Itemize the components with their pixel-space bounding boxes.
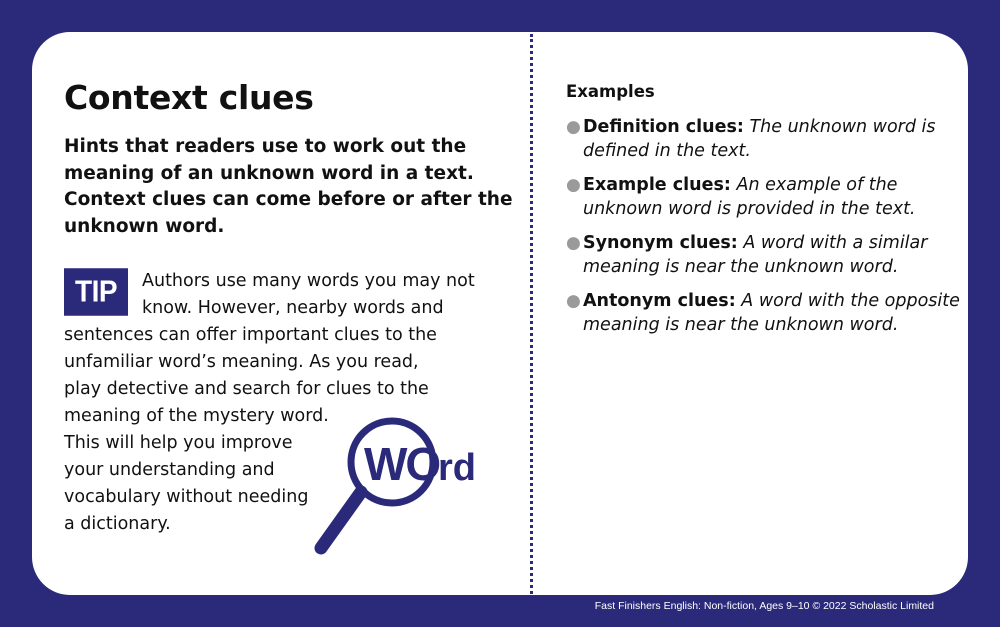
examples-heading: Examples bbox=[566, 82, 655, 101]
example-description: The unknown word is defined in the text. bbox=[583, 117, 936, 161]
tip-line: vocabulary without needing bbox=[64, 487, 309, 507]
dotted-divider bbox=[530, 34, 533, 594]
tip-line: your understanding and bbox=[64, 460, 275, 480]
example-term: Definition clues: bbox=[583, 117, 744, 137]
word-graphic-rest: rd bbox=[438, 447, 476, 489]
example-item bbox=[566, 232, 961, 279]
magnifying-glass-icon bbox=[306, 412, 506, 562]
example-item bbox=[566, 116, 961, 163]
tip-line: know. However, nearby words and bbox=[142, 298, 444, 318]
example-term: Synonym clues: bbox=[583, 233, 738, 253]
tip-line: sentences can offer important clues to the bbox=[64, 325, 437, 345]
tip-line: unfamiliar word’s meaning. As you read, bbox=[64, 352, 419, 372]
footer-credit: Fast Finishers English: Non-fiction, Ages 9–10 © 2022 Scholastic Limited bbox=[594, 600, 934, 612]
word-graphic-highlight: WO bbox=[364, 438, 440, 490]
example-description: A word with the opposite meaning is near the unknown word. bbox=[583, 291, 960, 335]
tip-line: a dictionary. bbox=[64, 514, 171, 534]
example-item bbox=[566, 290, 961, 337]
example-item bbox=[566, 174, 961, 221]
tip-line: play detective and search for clues to the bbox=[64, 379, 429, 399]
bullet-icon: ● bbox=[566, 233, 581, 253]
bullet-icon: ● bbox=[566, 117, 581, 137]
example-description: A word with a similar meaning is near the unknown word. bbox=[583, 233, 928, 277]
tip-line: Authors use many words you may not bbox=[142, 271, 475, 291]
example-term: Example clues: bbox=[583, 175, 731, 195]
definition-text: Hints that readers use to work out the meaning of an unknown word in a text. Context clues can come before or after the unknown word. bbox=[64, 136, 513, 237]
tip-badge: TIP bbox=[64, 268, 128, 316]
tip-line: meaning of the mystery word. bbox=[64, 406, 329, 426]
example-term: Antonym clues: bbox=[583, 291, 736, 311]
example-description: An example of the unknown word is provided in the text. bbox=[583, 175, 916, 219]
card-title: Context clues bbox=[64, 78, 314, 117]
bullet-icon: ● bbox=[566, 291, 581, 311]
bullet-icon: ● bbox=[566, 175, 581, 195]
tip-line: This will help you improve bbox=[64, 433, 293, 453]
